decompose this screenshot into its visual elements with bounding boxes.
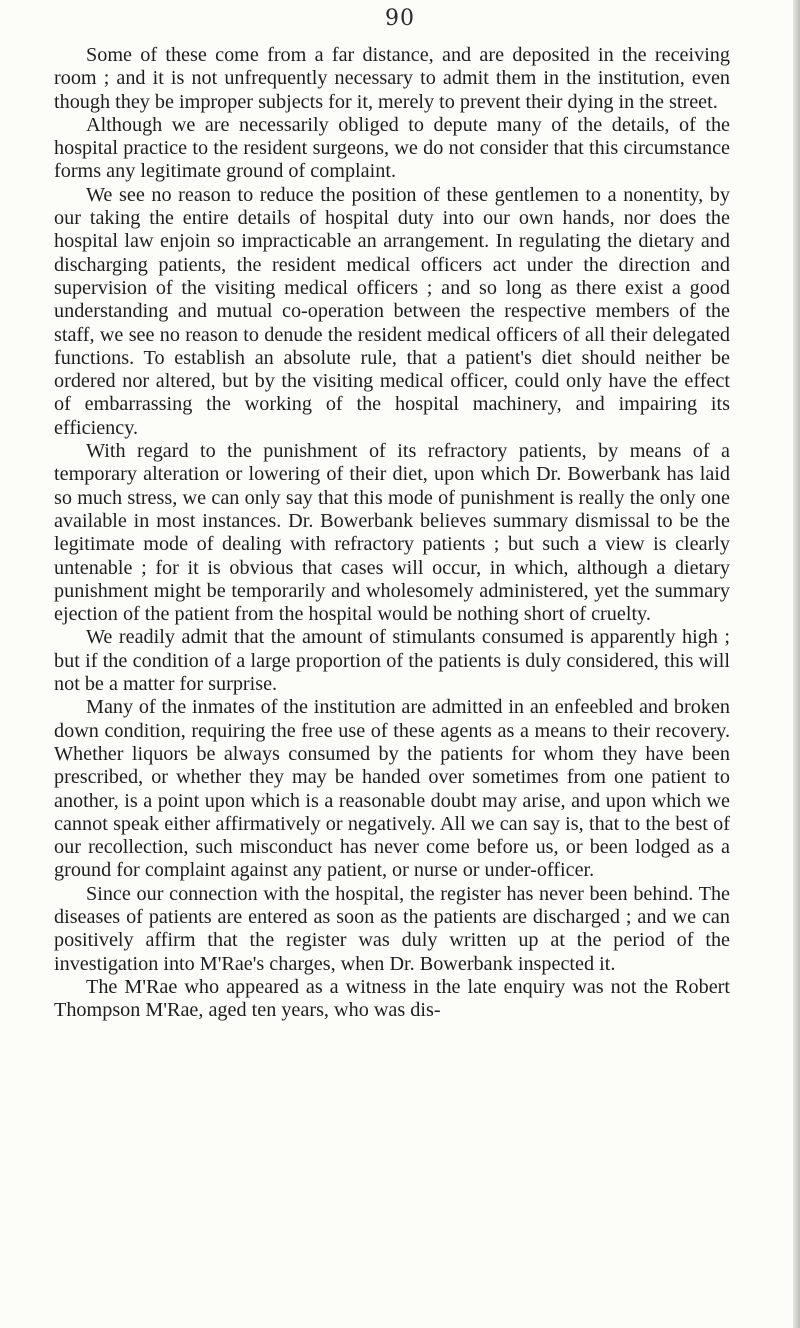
paragraph-2: Although we are necessarily obliged to depute many of the details, of the hospital practice to the resident surgeons, we do not consider that this circumstance forms any legitimate ground of complaint. — [54, 113, 730, 183]
paragraph-8: The M'Rae who appeared as a witness in the late enquiry was not the Robert Thompson M'Rae, aged ten years, who was dis- — [54, 975, 730, 1022]
paragraph-6: Many of the inmates of the institution are admitted in an enfeebled and broken down condition, requiring the free use of these agents as a means to their recovery. Whether liquors be always consumed by the patients for whom they have been prescribed, or whether they may be handed over sometimes from one patient to another, is a point upon which is a reasonable doubt may arise, and upon which we cannot speak either affirmatively or negatively. All we can say is, that to the best of our recollection, such misconduct has never come before us, or been lodged as a ground for complaint against any patient, or nurse or under-officer. — [54, 696, 730, 882]
page-edge-shadow — [793, 0, 800, 1328]
page-number: 90 — [385, 6, 415, 31]
body-text — [54, 44, 730, 1022]
paragraph-7: Since our connection with the hospital, the register has never been behind. The diseases of patients are entered as soon as the patients are discharged ; and we can positively affirm that the register was duly written up at the period of the investigation into M'Rae's charges, when Dr. Bowerbank inspected it. — [54, 882, 730, 975]
paragraph-3: We see no reason to reduce the position of these gentlemen to a nonentity, by our taking the entire details of hospital duty into our own hands, nor does the hospital law enjoin so impracticable an arrangement. In regulating the dietary and discharging patients, the resident medical officers act under the direction and supervision of the visiting medical officers ; and so long as there exist a good understanding and mutual co-operation between the respective members of the staff, we see no reason to denude the resident medical officers of all their delegated functions. To establish an absolute rule, that a patient's diet should neither be ordered nor altered, but by the visiting medical officer, could only have the effect of embarrassing the working of the hospital machinery, and impairing its efficiency. — [54, 183, 730, 439]
paragraph-4: With regard to the punishment of its refractory patients, by means of a temporary alteration or lowering of their diet, upon which Dr. Bowerbank has laid so much stress, we can only say that this mode of punishment is really the only one available in most instances. Dr. Bowerbank believes summary dismissal to be the legitimate mode of dealing with refractory patients ; but such a view is clearly untenable ; for it is obvious that cases will occur, in which, although a dietary punishment might be temporarily and wholesomely administered, yet the summary ejection of the patient from the hospital would be nothing short of cruelty. — [54, 440, 730, 626]
paragraph-5: We readily admit that the amount of stimulants consumed is apparently high ; but if the condition of a large proportion of the patients is duly considered, this will not be a matter for surprise. — [54, 626, 730, 696]
paragraph-1: Some of these come from a far distance, and are deposited in the receiving room ; and it is not unfrequently necessary to admit them in the institution, even though they be improper subjects for it, merely to prevent their dying in the street. — [54, 44, 730, 113]
